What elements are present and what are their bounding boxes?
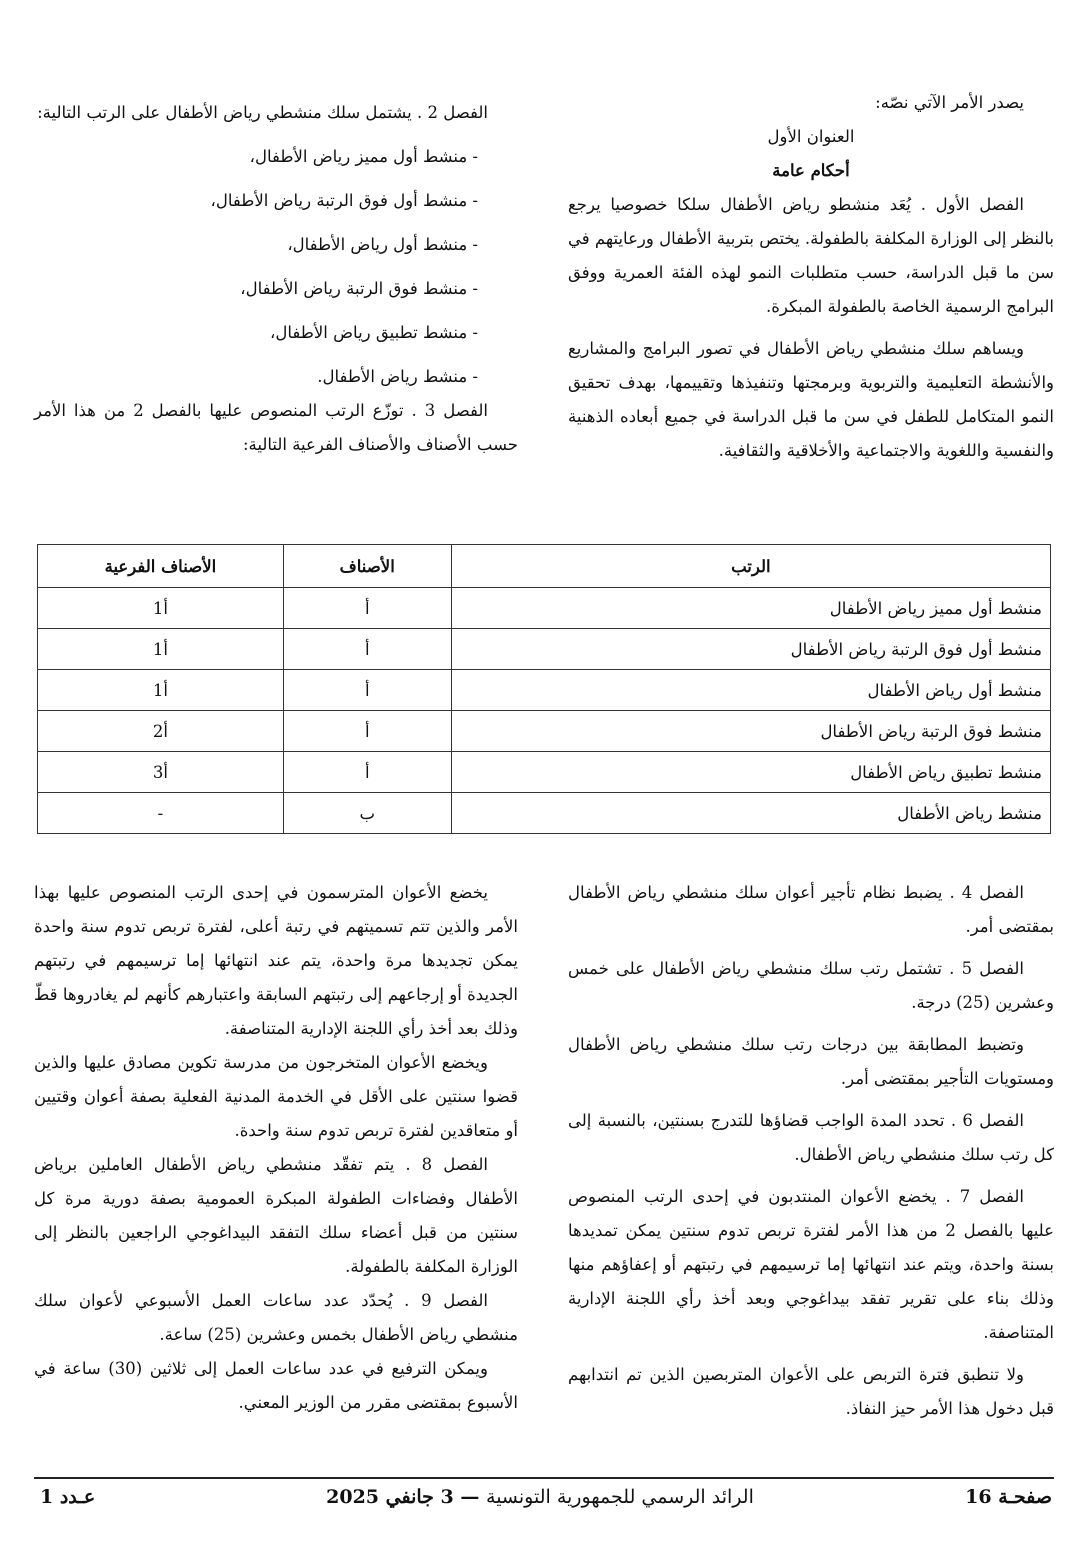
table-row xyxy=(38,588,1051,629)
category-cell: أ xyxy=(283,629,451,670)
table-row xyxy=(38,629,1051,670)
journal-name: الرائد الرسمي للجمهورية التونسية xyxy=(486,1486,754,1508)
general-provisions-heading: أحكام عامة xyxy=(772,161,850,180)
rank-cell: منشط أول رياض الأطفال xyxy=(451,670,1050,711)
subcategory-cell: أ1 xyxy=(38,670,284,711)
rank-cell: منشط تطبيق رياض الأطفال xyxy=(451,752,1050,793)
rank-cell: منشط أول فوق الرتبة رياض الأطفال xyxy=(451,629,1050,670)
rank-column-header: الرتب xyxy=(451,545,1050,588)
subcategory-cell: أ3 xyxy=(38,752,284,793)
rank-list-item: - منشط أول فوق الرتبة رياض الأطفال، xyxy=(210,191,478,210)
right-column-bottom xyxy=(568,876,1054,1426)
ranks-table xyxy=(37,544,1051,834)
journal-date: — 3 جانفي 2025 xyxy=(326,1486,480,1508)
chapter-9-paragraph-2: ويمكن الترفيع في عدد ساعات العمل إلى ثلاثين (30) ساعة في الأسبوع بمقتضى مقرر من الوزير المعني. xyxy=(34,1359,518,1412)
issue-number: عـدد 1 xyxy=(40,1486,96,1508)
subcategory-cell: أ2 xyxy=(38,711,284,752)
rank-list-item: - منشط أول رياض الأطفال، xyxy=(287,235,478,254)
subcategory-cell: - xyxy=(38,793,284,834)
rank-list-item: - منشط رياض الأطفال. xyxy=(317,367,478,386)
probation-paragraph: يخضع الأعوان المترسمون في إحدى الرتب المنصوص عليها بهذا الأمر والذين تتم تسميتهم في رتبة أعلى، لفترة تربص تدوم سنة واحدة يمكن تجديدها مرة واحدة، يتم عند انتهائها إما ترسيمهم في رتبتهم الجديدة أو إرجاعهم إلى رتبتهم السابقة واعتبارهم كأنهم لم يغادروها قطّ وذلك بعد أخذ رأي اللجنة الإدارية المتناصفة. xyxy=(34,883,518,1038)
subcategory-cell: أ1 xyxy=(38,588,284,629)
rank-list-item: - منشط تطبيق رياض الأطفال، xyxy=(270,323,478,342)
category-cell: أ xyxy=(283,752,451,793)
category-column-header: الأصناف xyxy=(283,545,451,588)
category-cell: أ xyxy=(283,670,451,711)
rank-list-item: - منشط فوق الرتبة رياض الأطفال، xyxy=(240,279,478,298)
chapter-8-paragraph: الفصل 8 . يتم تفقّد منشطي رياض الأطفال العاملين برياض الأطفال وفضاءات الطفولة المبكرة العمومية بصفة دورية مرة كل سنتين من قبل أعضاء سلك التفقد البيداغوجي الراجعين بالنظر إلى الوزارة المكلفة بالطفولة. xyxy=(34,1155,518,1276)
chapter-5-paragraph: الفصل 5 . تشتمل رتب سلك منشطي رياض الأطفال على خمس وعشرين (25) درجة. xyxy=(568,959,1054,1012)
rank-cell: منشط رياض الأطفال xyxy=(451,793,1050,834)
probation-paragraph-2: ويخضع الأعوان المتخرجون من مدرسة تكوين مصادق عليها والذين قضوا سنتين على الأقل في الخدمة المدنية الفعلية بصفة أعوان وقتيين أو متعاقدين لفترة تربص تدوم سنة واحدة. xyxy=(34,1053,518,1140)
chapter-6-paragraph: الفصل 6 . تحدد المدة الواجب قضاؤها للتدرج بسنتين، بالنسبة إلى كل رتب سلك منشطي رياض الأطفال. xyxy=(568,1111,1054,1164)
table-header-row xyxy=(38,545,1051,588)
category-cell: أ xyxy=(283,588,451,629)
chapter-4-paragraph: الفصل 4 . يضبط نظام تأجير أعوان سلك منشطي رياض الأطفال بمقتضى أمر. xyxy=(568,883,1054,936)
journal-title xyxy=(0,1486,1080,1508)
left-column-top xyxy=(34,96,518,462)
page-number: صفحـة 16 xyxy=(965,1486,1052,1508)
chapter-2-paragraph: الفصل 2 . يشتمل سلك منشطي رياض الأطفال على الرتب التالية: xyxy=(37,103,488,122)
category-cell: أ xyxy=(283,711,451,752)
chapter-3-paragraph: الفصل 3 . توزّع الرتب المنصوص عليها بالفصل 2 من هذا الأمر حسب الأصناف والأصناف الفرعية التالية: xyxy=(34,401,518,454)
chapter-1-paragraph: الفصل الأول . يُعَد منشطو رياض الأطفال سلكا خصوصيا يرجع بالنظر إلى الوزارة المكلفة بالطفولة. يختص بتربية الأطفال ورعايتهم في سن ما قبل الدراسة، حسب متطلبات النمو لهذه الفئة العمرية ووفق البرامج الرسمية الخاصة بالطفولة المبكرة. xyxy=(568,195,1054,316)
table-row xyxy=(38,752,1051,793)
rank-cell: منشط أول مميز رياض الأطفال xyxy=(451,588,1050,629)
subcategory-cell: أ1 xyxy=(38,629,284,670)
title-heading: العنوان الأول xyxy=(767,127,855,146)
subcategory-column-header: الأصناف الفرعية xyxy=(38,545,284,588)
chapter-5-paragraph-2: وتضبط المطابقة بين درجات رتب سلك منشطي رياض الأطفال ومستويات التأجير بمقتضى أمر. xyxy=(568,1035,1054,1088)
footer-divider xyxy=(34,1477,1054,1479)
table-row xyxy=(38,793,1051,834)
rank-list-item: - منشط أول مميز رياض الأطفال، xyxy=(249,147,478,166)
table-row xyxy=(38,670,1051,711)
table-row xyxy=(38,711,1051,752)
decree-intro: يصدر الأمر الآتي نصّه: xyxy=(875,93,1024,112)
right-column-top xyxy=(568,86,1054,468)
chapter-7-paragraph-2: ولا تنطبق فترة التربص على الأعوان المتربصين الذين تم انتدابهم قبل دخول هذا الأمر حيز النفاذ. xyxy=(568,1365,1054,1418)
chapter-7-paragraph: الفصل 7 . يخضع الأعوان المنتدبون في إحدى الرتب المنصوص عليها بالفصل 2 من هذا الأمر لفترة تربص تدوم سنتين يمكن تمديدها بسنة واحدة، ويتم عند انتهائها إما ترسيمهم في رتبتهم أو إعفاؤهم منها وذلك بناء على تقرير تفقد بيداغوجي وبعد أخذ رأي اللجنة الإدارية المتناصفة. xyxy=(568,1187,1054,1342)
category-cell: ب xyxy=(283,793,451,834)
chapter-9-paragraph: الفصل 9 . يُحدّد عدد ساعات العمل الأسبوعي لأعوان سلك منشطي رياض الأطفال بخمس وعشرين (25) ساعة. xyxy=(34,1291,518,1344)
rank-cell: منشط فوق الرتبة رياض الأطفال xyxy=(451,711,1050,752)
left-column-bottom xyxy=(34,876,518,1420)
chapter-1-paragraph-2: ويساهم سلك منشطي رياض الأطفال في تصور البرامج والمشاريع والأنشطة التعليمية والتربوية وبرمجتها وتنفيذها وتقييمها، بهدف تحقيق النمو المتكامل للطفل في سن ما قبل الدراسة في جميع أبعاده الذهنية والنفسية واللغوية والاجتماعية والأخلاقية والثقافية. xyxy=(568,339,1054,460)
